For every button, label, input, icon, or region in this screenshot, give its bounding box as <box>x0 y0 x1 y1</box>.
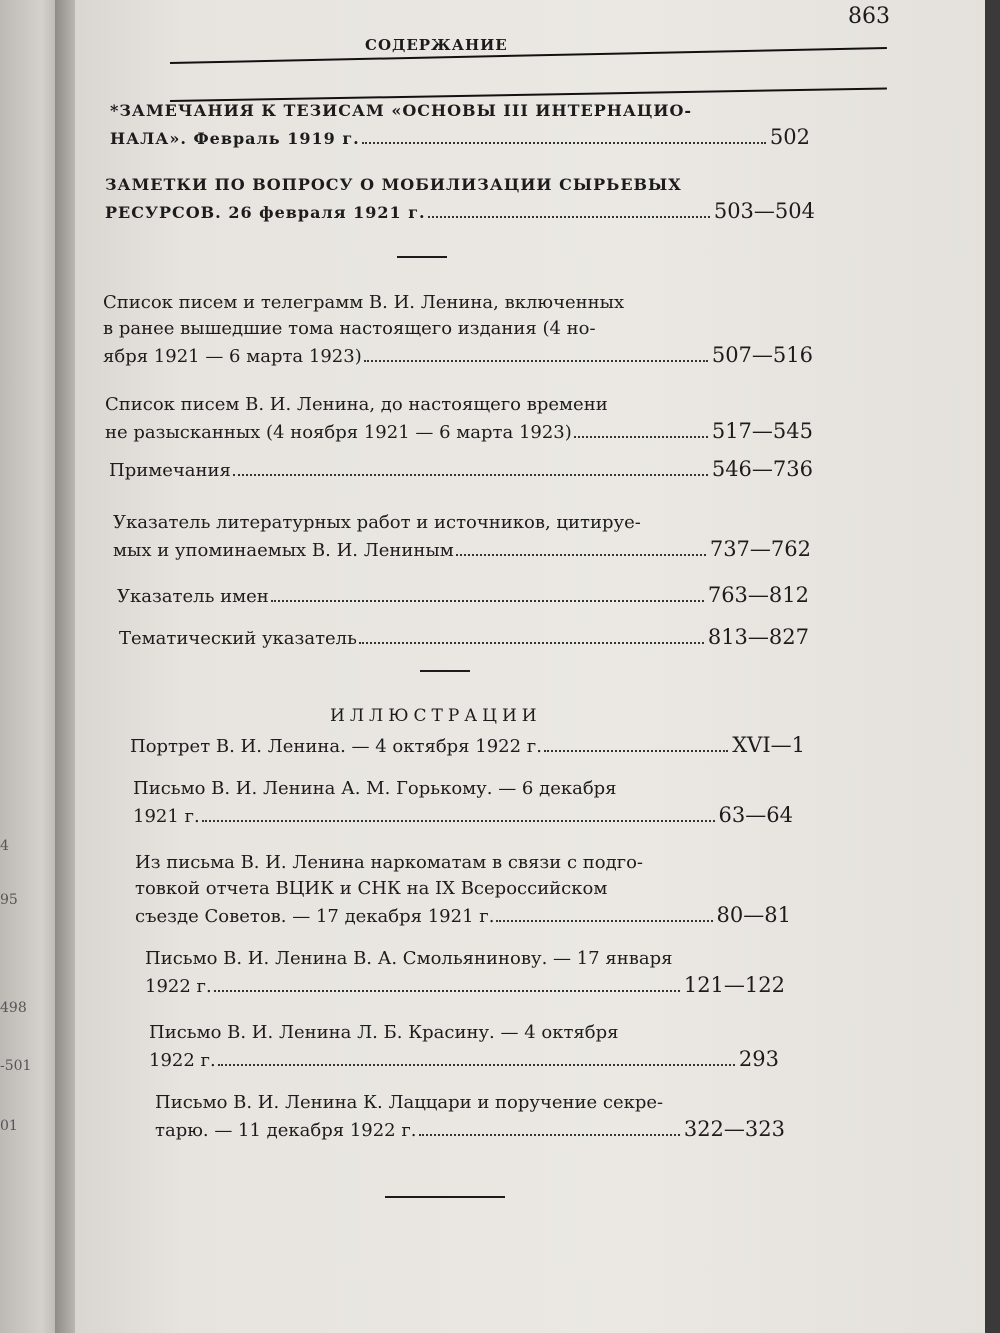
entry-last-line: мых и упоминаемых В. И. Лениным <box>113 540 454 561</box>
section-title: ИЛЛЮСТРАЦИИ <box>330 706 542 726</box>
leader-dots <box>574 436 708 438</box>
entry-last-line: Указатель имен <box>117 586 269 607</box>
illustration-entry <box>145 946 785 1000</box>
entry-pages: 503—504 <box>713 199 815 223</box>
entry-last-line: тарю. — 11 декабря 1922 г. <box>155 1120 417 1141</box>
entry-line: Список писем В. И. Ленина, до настоящего времени <box>105 394 608 415</box>
toc-entry <box>110 98 810 152</box>
entry-pages: 517—545 <box>711 419 813 443</box>
entry-line: в ранее вышедшие тома настоящего издания (4 но- <box>103 318 596 339</box>
left-fragment: 01 <box>0 1118 18 1134</box>
entry-line: Письмо В. И. Ленина А. М. Горькому. — 6 декабря <box>133 778 617 799</box>
leader-dots <box>218 1064 735 1066</box>
toc-entry <box>119 624 809 652</box>
entry-last-line: 1922 г. <box>149 1050 216 1071</box>
leader-dots <box>428 216 710 218</box>
illustration-entry <box>135 850 791 930</box>
leader-dots <box>364 360 708 362</box>
entry-pages: 737—762 <box>709 537 811 561</box>
entry-line: Из письма В. И. Ленина наркоматам в связи с подго- <box>135 852 644 873</box>
separator <box>397 256 447 258</box>
left-fragment: 498 <box>0 1000 27 1016</box>
entry-last-line: 1922 г. <box>145 976 212 997</box>
entry-line: товкой отчета ВЦИК и СНК на IX Всероссийском <box>135 878 608 899</box>
toc-entry <box>109 456 813 484</box>
entry-pages: 546—736 <box>711 457 813 481</box>
illustration-entry <box>149 1020 779 1074</box>
entry-line: Список писем и телеграмм В. И. Ленина, включенных <box>103 292 625 313</box>
leader-dots <box>202 820 715 822</box>
entry-last-line: не разысканных (4 ноября 1921 — 6 марта 1923) <box>105 422 572 443</box>
background-edge <box>985 0 1000 1333</box>
toc-entry <box>105 172 815 226</box>
entry-last-line: съезде Советов. — 17 декабря 1921 г. <box>135 906 495 927</box>
illustration-entry <box>155 1090 785 1144</box>
leader-dots <box>496 920 712 922</box>
left-fragment: -501 <box>0 1058 32 1074</box>
entry-pages: 63—64 <box>718 803 793 827</box>
toc-entry <box>105 392 813 446</box>
entry-last-line: Тематический указатель <box>119 628 357 649</box>
entry-line: ЗАМЕТКИ ПО ВОПРОСУ О МОБИЛИЗАЦИИ СЫРЬЕВЫХ <box>105 175 682 194</box>
leader-dots <box>419 1134 680 1136</box>
entry-last-line: РЕСУРСОВ. 26 февраля 1921 г. <box>105 203 426 222</box>
illustration-entry <box>130 732 805 760</box>
left-fragment: 4 <box>0 838 9 854</box>
toc-entry <box>117 582 809 610</box>
leader-dots <box>233 474 708 476</box>
leader-dots <box>544 750 728 752</box>
entry-pages: 502 <box>769 125 810 149</box>
leader-dots <box>271 600 704 602</box>
entry-last-line: ября 1921 — 6 марта 1923) <box>103 346 362 367</box>
separator <box>420 670 470 672</box>
entry-last-line: НАЛА». Февраль 1919 г. <box>110 129 360 148</box>
separator <box>385 1196 505 1198</box>
entry-line: Письмо В. И. Ленина Л. Б. Красину. — 4 октября <box>149 1022 619 1043</box>
leader-dots <box>456 554 706 556</box>
entry-pages: XVI—1 <box>732 733 805 757</box>
entry-pages: 507—516 <box>711 343 813 367</box>
left-fragment: 95 <box>0 892 18 908</box>
entry-line: Письмо В. И. Ленина К. Лаццари и поручение секре- <box>155 1092 664 1113</box>
leader-dots <box>362 142 766 144</box>
entry-line: Письмо В. И. Ленина В. А. Смольянинову. — 17 января <box>145 948 673 969</box>
leader-dots <box>214 990 680 992</box>
book-page <box>75 0 985 1333</box>
entry-last-line: Примечания <box>109 460 231 481</box>
entry-last-line: 1921 г. <box>133 806 200 827</box>
entry-pages: 293 <box>738 1047 779 1071</box>
entry-last-line: Портрет В. И. Ленина. — 4 октября 1922 г. <box>130 736 542 757</box>
page-number: 863 <box>848 4 890 29</box>
toc-entry <box>113 510 811 564</box>
entry-line: *ЗАМЕЧАНИЯ К ТЕЗИСАМ «ОСНОВЫ III ИНТЕРНАЦИО- <box>110 101 693 120</box>
entry-pages: 322—323 <box>683 1117 785 1141</box>
entry-pages: 80—81 <box>716 903 791 927</box>
header-rule <box>170 47 887 64</box>
running-header: СОДЕРЖАНИЕ <box>365 36 508 54</box>
entry-pages: 763—812 <box>707 583 809 607</box>
toc-entry <box>103 290 813 370</box>
leader-dots <box>359 642 704 644</box>
entry-pages: 813—827 <box>707 625 809 649</box>
entry-pages: 121—122 <box>683 973 785 997</box>
entry-line: Указатель литературных работ и источников, цитируе- <box>113 512 641 533</box>
illustration-entry <box>133 776 793 830</box>
